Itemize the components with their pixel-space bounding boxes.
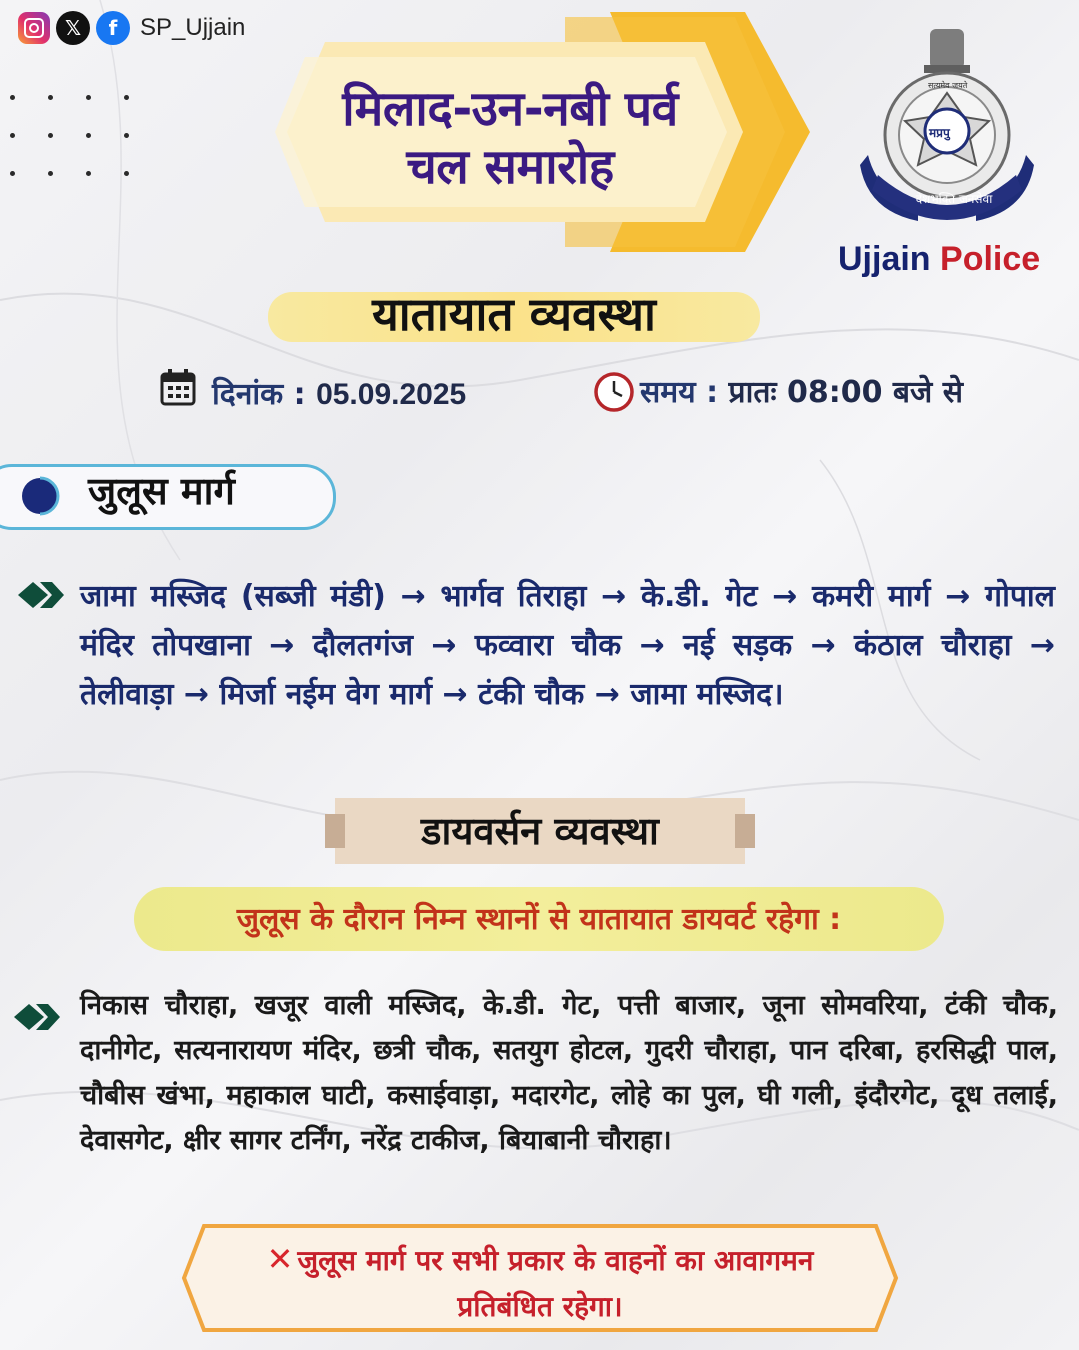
diamond-bullet-icon [14, 1002, 62, 1032]
date-label: दिनांक [212, 377, 284, 412]
police-name-police: Police [940, 240, 1041, 278]
diversion-places: निकास चौराहा, खजूर वाली मस्जिद, के.डी. गेट, पत्ती बाजार, जूना सोमवरिया, टंकी चौक, दानीगेट, सत्यनारायण मंदिर, छत्री चौक, सतयुग होटल, गुदरी चौराहा, पान दरिबा, हरसिद्धी पाल, चौबीस खंभा, महाकाल घाटी, कसाईवाड़ा, मदारगेट, लोहे का पुल, घी गली, इंदौरगेट, दूध तलाई, देवासगेट, क्षीर सागर टर्निंग, नरेंद्र टाकीज, बियाबानी चौराहा। [80, 990, 1058, 1156]
procession-route: जामा मस्जिद (सब्जी मंडी) → भार्गव तिराहा → के.डी. गेट → कमरी मार्ग → गोपाल मंदिर तोपखाना → दौलतगंज → फव्वारा चौक → नई सड़क → कंठाल चौराहा → तेलीवाड़ा → मिर्जा नईम वेग मार्ग → टंकी चौक → जामा मस्जिद। [80, 579, 1055, 712]
traffic-heading: यातायात व्यवस्था [372, 287, 656, 341]
police-name [838, 240, 1040, 279]
warning-text [215, 1236, 865, 1330]
procession-heading: जुलूस मार्ग [88, 469, 235, 513]
x-icon: 𝕏 [56, 11, 90, 45]
social-handle: SP_Ujjain [140, 14, 246, 41]
diversion-heading: डायवर्सन व्यवस्था [421, 809, 659, 853]
time-label: समय [640, 375, 696, 410]
date-line: दिनांक : 05.09.2025 [212, 377, 467, 412]
emblem-top-text: सत्यमेव जयते [928, 81, 968, 90]
warning-line1: जुलूस मार्ग पर सभी प्रकार के वाहनों का आवागमन [297, 1244, 814, 1277]
diversion-note: जुलूस के दौरान निम्न स्थानों से यातायात डायवर्ट रहेगा : [236, 902, 842, 937]
event-title-line2: चल समारोह [406, 139, 614, 195]
clock-icon [594, 372, 634, 412]
time-value: प्रातः 08:00 बजे से [728, 375, 964, 410]
cross-icon: ✕ [266, 1240, 294, 1278]
decorative-dots [10, 95, 135, 185]
target-dot-icon [20, 476, 60, 516]
warning-line2: प्रतिबंधित रहेगा। [457, 1290, 623, 1323]
diamond-bullet-icon [18, 580, 66, 610]
emblem-motto: देशभक्ति जनसेवा [915, 192, 993, 206]
date-value: 05.09.2025 [316, 378, 467, 411]
calendar-icon [160, 368, 196, 406]
police-name-ujjain: Ujjain [838, 240, 931, 278]
time-line: समय : प्रातः 08:00 बजे से [640, 375, 964, 410]
emblem-center-text: मप्रपु [929, 126, 950, 140]
facebook-icon: f [96, 11, 130, 45]
social-header [18, 8, 245, 48]
event-title-line1: मिलाद-उन-नबी पर्व [342, 81, 678, 137]
event-title [280, 80, 740, 196]
instagram-icon [18, 12, 50, 44]
